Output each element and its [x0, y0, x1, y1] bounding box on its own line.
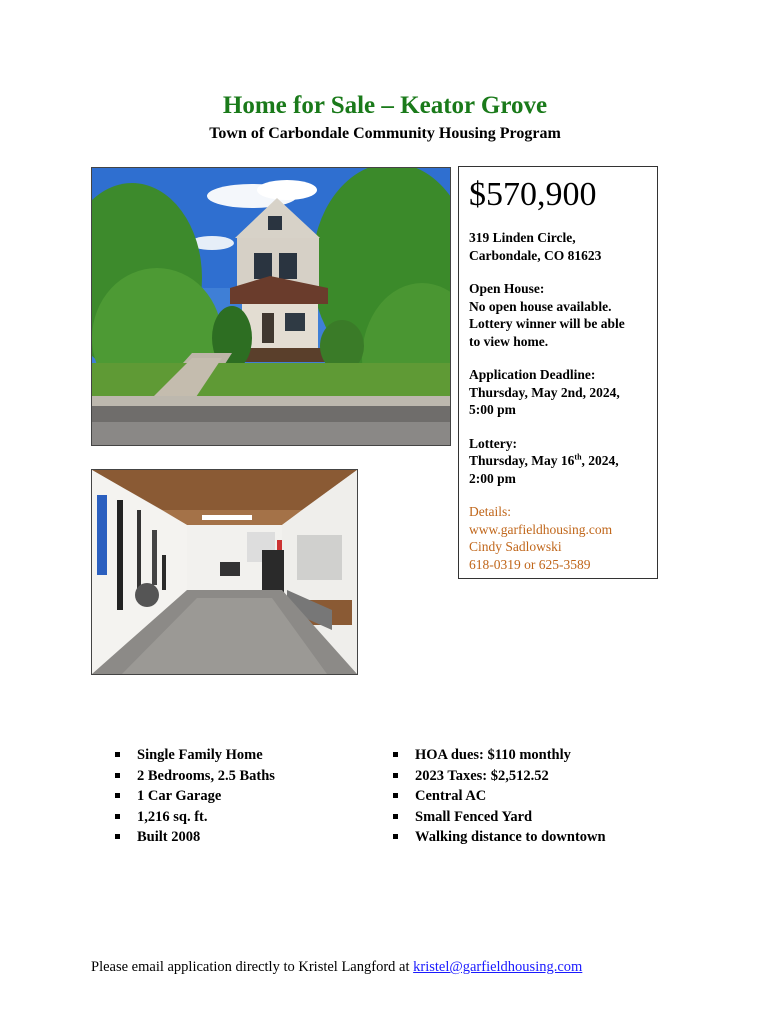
website-link[interactable]: www.garfieldhousing.com — [469, 521, 613, 537]
list-item: Walking distance to downtown — [393, 827, 606, 848]
lottery-date: Thursday, May 16th, 2024, — [469, 452, 619, 468]
open-house: Open House: No open house available. Lottery winner will be able to view home. — [469, 281, 625, 349]
list-item: 1 Car Garage — [115, 786, 275, 807]
list-item: Single Family Home — [115, 745, 275, 766]
contact-name: Cindy Sadlowski — [469, 539, 562, 554]
list-item: Built 2008 — [115, 827, 275, 848]
features-list-right — [393, 745, 606, 848]
listing-info-box — [458, 166, 658, 579]
list-item: 1,216 sq. ft. — [115, 807, 275, 828]
contact-phone: 618-0319 or 625-3589 — [469, 556, 591, 572]
list-item: Small Fenced Yard — [393, 807, 606, 828]
list-item: 2 Bedrooms, 2.5 Baths — [115, 766, 275, 787]
application-deadline: Application Deadline: Thursday, May 2nd, 2024, 5:00 pm — [469, 367, 620, 417]
price: $570,900 — [469, 176, 597, 213]
lottery: Lottery: Thursday, May 16th, 2024, 2:00 pm — [469, 435, 647, 488]
list-item: HOA dues: $110 monthly — [393, 745, 606, 766]
garage-photo — [91, 469, 358, 675]
address: 319 Linden Circle, Carbondale, CO 81623 — [469, 230, 602, 263]
page-title: Home for Sale – Keator Grove — [222, 92, 548, 119]
footer-note: Please email application directly to Kristel Langford at kristel@garfieldhousing.com — [91, 959, 583, 975]
house-photo — [91, 167, 451, 446]
page-subtitle: Town of Carbondale Community Housing Program — [209, 125, 561, 142]
email-link[interactable]: kristel@garfieldhousing.com — [413, 959, 583, 975]
list-item: 2023 Taxes: $2,512.52 — [393, 766, 606, 787]
list-item: Central AC — [393, 786, 606, 807]
features-list-left — [115, 745, 275, 848]
contact-details: Details: www.garfieldhousing.com Cindy Sadlowski 618-0319 or 625-3589 — [469, 503, 647, 573]
